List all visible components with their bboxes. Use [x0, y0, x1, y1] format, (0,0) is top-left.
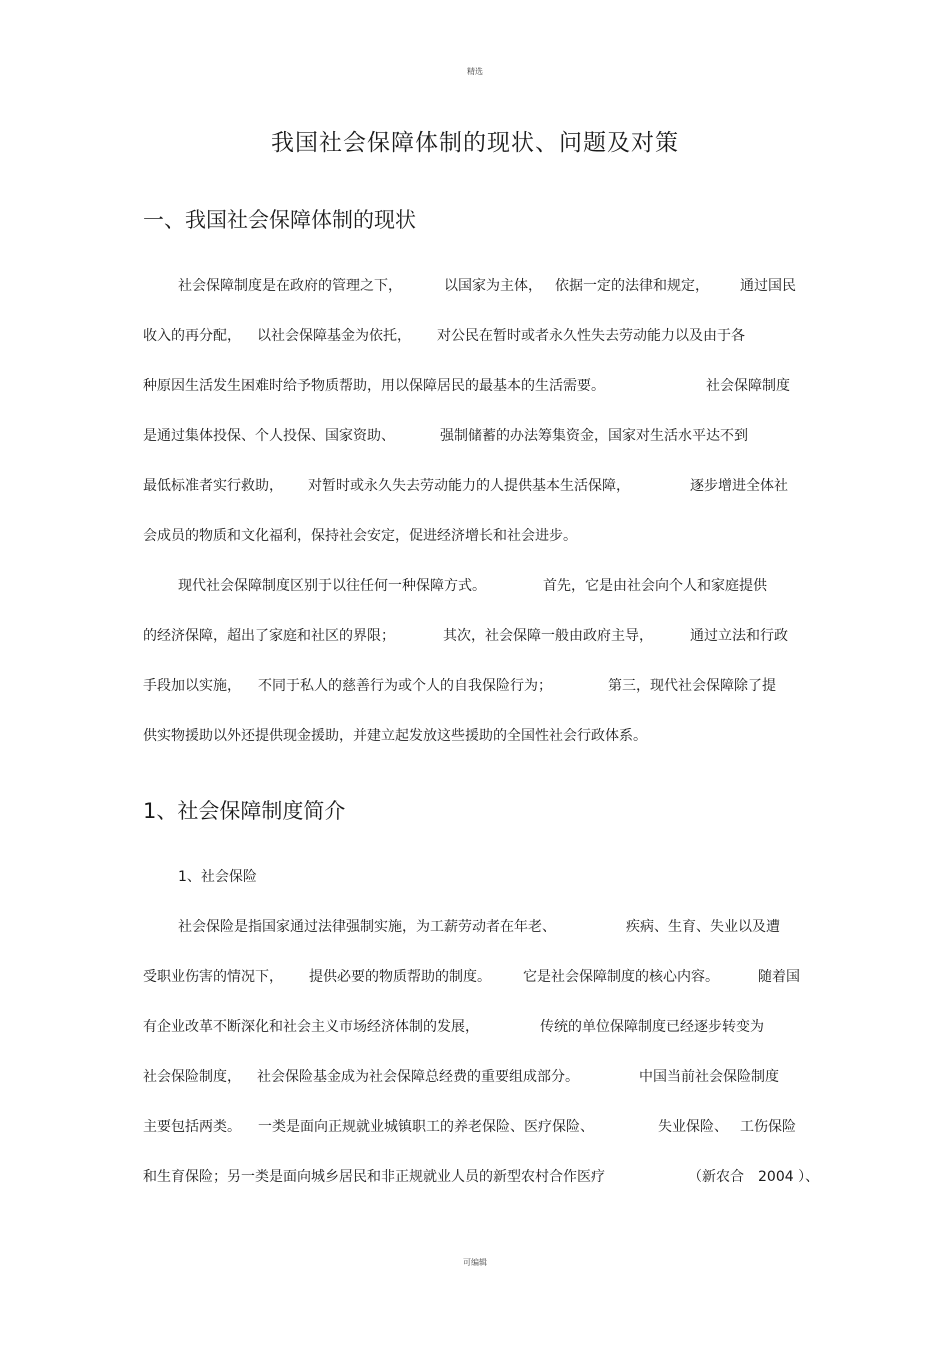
- text-segment: 主要包括两类。: [143, 1119, 241, 1135]
- text-segment: 社会保障制度是在政府的管理之下，: [178, 278, 402, 294]
- text-segment: 社会保险制度，: [143, 1069, 241, 1085]
- text-segment: 第三，现代社会保障除了提: [608, 678, 776, 694]
- text-segment: 社会保障制度: [706, 378, 790, 394]
- text-segment: 最低标准者实行救助，: [143, 478, 283, 494]
- text-segment: 失业保险、: [658, 1119, 728, 1135]
- paragraph-line: [143, 325, 823, 347]
- paragraph-line: [143, 916, 823, 938]
- text-segment: 它是社会保障制度的核心内容。: [523, 969, 719, 985]
- page-header-mark: 精选: [467, 67, 483, 76]
- paragraph-line: [143, 275, 823, 297]
- text-segment: 种原因生活发生困难时给予物质帮助，用以保障居民的最基本的生活需要。: [143, 378, 605, 394]
- text-segment: 供实物援助以外还提供现金援助，并建立起发放这些援助的全国性社会行政体系。: [143, 728, 647, 744]
- text-segment: 收入的再分配，: [143, 328, 241, 344]
- paragraph-line: [143, 575, 823, 597]
- text-segment: 通过立法和行政: [690, 628, 788, 644]
- text-segment: 对暂时或永久失去劳动能力的人提供基本生活保障，: [308, 478, 630, 494]
- text-segment: 现代社会保障制度区别于以往任何一种保障方式。: [178, 578, 486, 594]
- text-segment: 工伤保险: [740, 1119, 796, 1135]
- document-title: 我国社会保障体制的现状、问题及对策: [271, 130, 679, 156]
- text-segment: 不同于私人的慈善行为或个人的自我保险行为；: [258, 678, 552, 694]
- text-segment: 提供必要的物质帮助的制度。: [309, 969, 491, 985]
- paragraph-line: [143, 1116, 823, 1138]
- paragraph-line: [143, 425, 823, 447]
- text-segment: 一类是面向正规就业城镇职工的养老保险、医疗保险、: [258, 1119, 594, 1135]
- text-segment: 中国当前社会保险制度: [639, 1069, 779, 1085]
- text-segment: 依据一定的法律和规定，: [555, 278, 709, 294]
- text-segment: 随着国: [758, 969, 800, 985]
- text-segment: 手段加以实施，: [143, 678, 241, 694]
- paragraph-line: [143, 1166, 823, 1188]
- paragraph-line: [143, 525, 823, 547]
- text-segment: 逐步增进全体社: [690, 478, 788, 494]
- paragraph-line: [143, 375, 823, 397]
- text-segment: 有企业改革不断深化和社会主义市场经济体制的发展，: [143, 1019, 479, 1035]
- paragraph-line: [143, 675, 823, 697]
- text-segment: 疾病、生育、失业以及遭: [626, 919, 780, 935]
- paragraph-line: [143, 1066, 823, 1088]
- text-segment: 强制储蓄的办法筹集资金，国家对生活水平达不到: [440, 428, 748, 444]
- section-heading-status: 一、我国社会保障体制的现状: [143, 208, 416, 232]
- text-segment: 社会保险是指国家通过法律强制实施，为工薪劳动者在年老、: [178, 919, 556, 935]
- paragraph-line: [143, 725, 823, 747]
- paragraph-line: [143, 966, 823, 988]
- text-segment: 其次，社会保障一般由政府主导，: [443, 628, 653, 644]
- text-segment: 受职业伤害的情况下，: [143, 969, 283, 985]
- text-segment: 以社会保障基金为依托，: [257, 328, 411, 344]
- subsection-heading-social-insurance: 1、社会保险: [178, 869, 257, 885]
- paragraph-line: [143, 625, 823, 647]
- text-segment: （新农合 2004 ）、: [688, 1169, 820, 1185]
- paragraph-line: [143, 1016, 823, 1038]
- text-segment: 的经济保障，超出了家庭和社区的界限；: [143, 628, 395, 644]
- text-segment: 是通过集体投保、个人投保、国家资助、: [143, 428, 395, 444]
- text-segment: 通过国民: [740, 278, 796, 294]
- section-heading-overview: 1、社会保障制度简介: [143, 799, 346, 823]
- text-segment: 社会保险基金成为社会保障总经费的重要组成部分。: [257, 1069, 579, 1085]
- text-segment: 首先，它是由社会向个人和家庭提供: [543, 578, 767, 594]
- text-segment: 会成员的物质和文化福利，保持社会安定，促进经济增长和社会进步。: [143, 528, 577, 544]
- text-segment: 对公民在暂时或者永久性失去劳动能力以及由于各: [437, 328, 745, 344]
- text-segment: 以国家为主体，: [444, 278, 542, 294]
- text-segment: 和生育保险；另一类是面向城乡居民和非正规就业人员的新型农村合作医疗: [143, 1169, 605, 1185]
- page-footer-mark: 可编辑: [463, 1258, 487, 1267]
- paragraph-line: [143, 475, 823, 497]
- text-segment: 传统的单位保障制度已经逐步转变为: [540, 1019, 764, 1035]
